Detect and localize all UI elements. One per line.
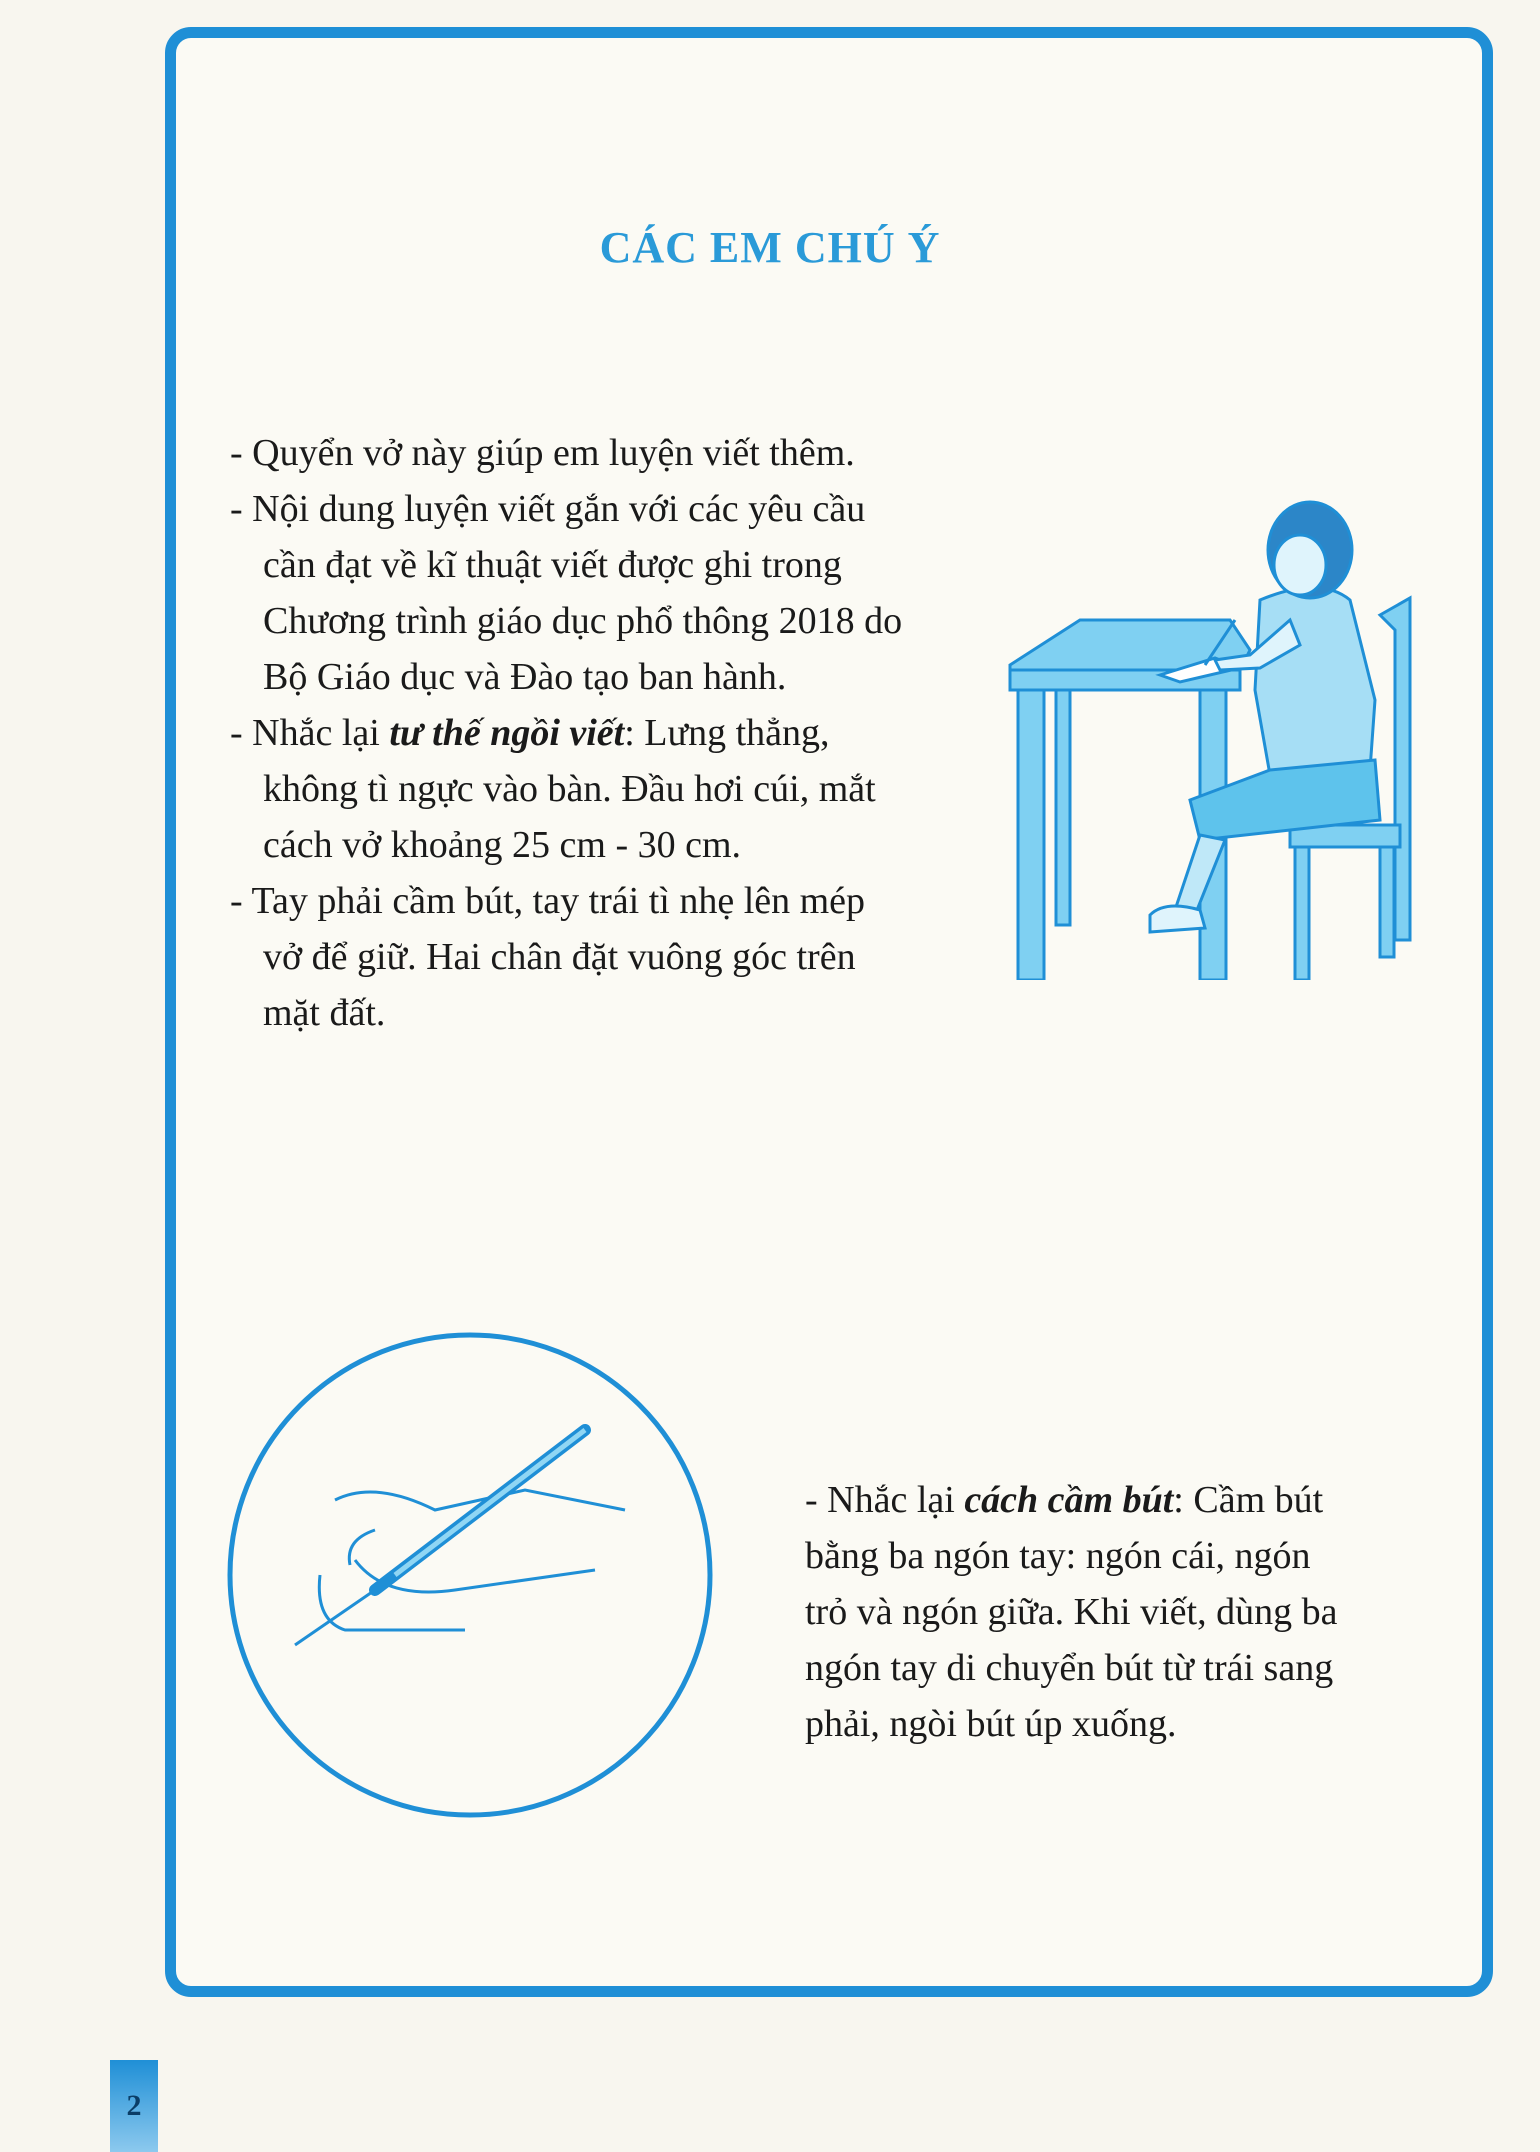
page-number: 2 xyxy=(110,2060,158,2152)
list-item: - Quyển vở này giúp em luyện viết thêm. xyxy=(230,432,855,474)
text: - Nhắc lại xyxy=(805,1479,965,1521)
list-item-continuation: không tì ngực vào bàn. Đầu hơi cúi, mắt xyxy=(263,768,876,810)
list-item xyxy=(230,705,990,761)
list-item: - Tay phải cầm bút, tay trái tì nhẹ lên mép xyxy=(230,880,866,922)
list-item-continuation: phải, ngòi bút úp xuống. xyxy=(805,1703,1177,1745)
list-item-continuation: cách vở khoảng 25 cm - 30 cm. xyxy=(263,824,742,866)
list-item-continuation: cần đạt về kĩ thuật viết được ghi trong xyxy=(263,544,842,586)
list-item-continuation: trỏ và ngón giữa. Khi viết, dùng ba xyxy=(805,1591,1338,1633)
emphasis-text: tư thế ngồi viết xyxy=(389,712,625,754)
list-item-continuation: mặt đất. xyxy=(263,992,386,1034)
page-title: CÁC EM CHÚ Ý xyxy=(599,223,941,272)
list-item xyxy=(805,1472,1445,1528)
pen-holding-hand-illustration xyxy=(225,1330,715,1820)
instructions-list xyxy=(230,425,990,1041)
list-item-continuation: Bộ Giáo dục và Đào tạo ban hành. xyxy=(263,656,787,698)
text: : Lưng thẳng, xyxy=(624,712,830,754)
girl-writing-at-desk-illustration xyxy=(1000,470,1430,980)
list-item-continuation: vở để giữ. Hai chân đặt vuông góc trên xyxy=(263,936,856,978)
list-item: - Nội dung luyện viết gắn với các yêu cầu xyxy=(230,488,866,530)
text: : Cầm bút xyxy=(1173,1479,1324,1521)
pen-grip-instructions xyxy=(805,1472,1445,1752)
list-item-continuation: ngón tay di chuyển bút từ trái sang xyxy=(805,1647,1334,1689)
list-item-continuation: bằng ba ngón tay: ngón cái, ngón xyxy=(805,1535,1311,1577)
list-item-continuation: Chương trình giáo dục phổ thông 2018 do xyxy=(263,600,903,642)
emphasis-text: cách cầm bút xyxy=(964,1479,1174,1521)
text: - Nhắc lại xyxy=(230,712,390,754)
